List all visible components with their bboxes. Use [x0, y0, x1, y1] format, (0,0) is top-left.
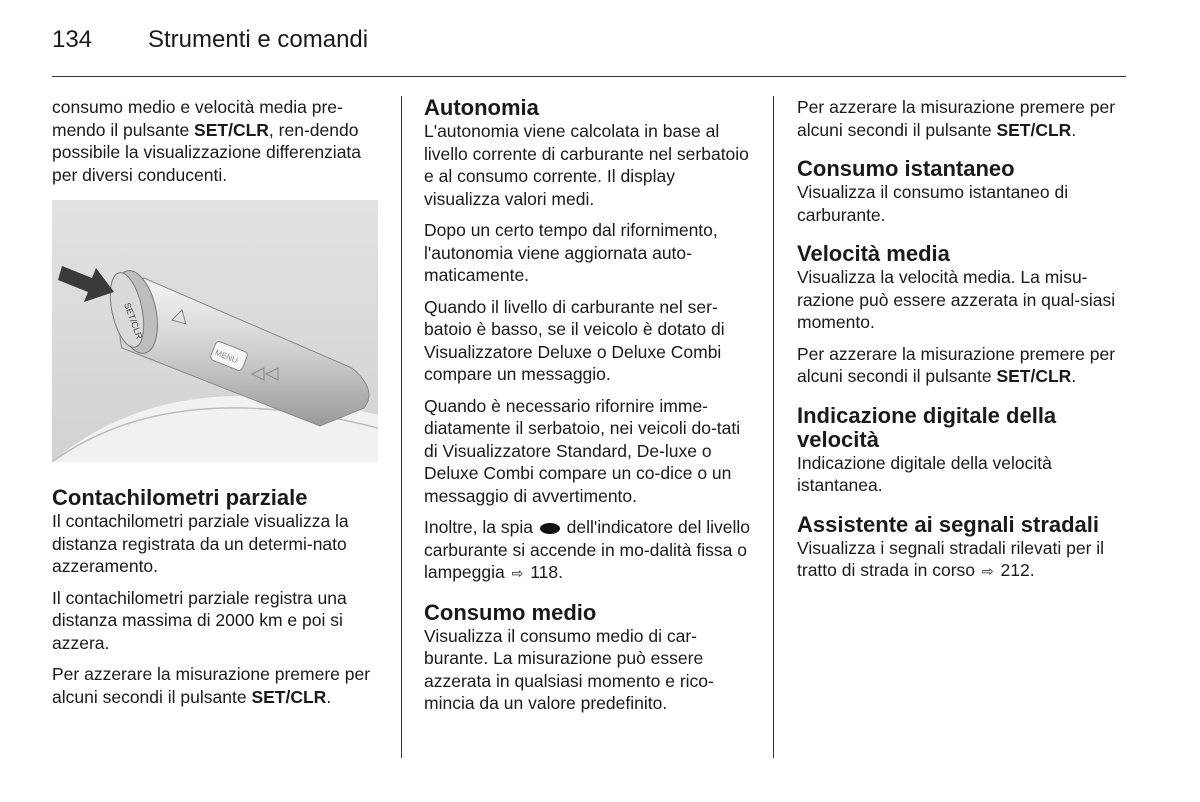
trip-paragraph: Il contachilometri parziale registra una distanza massima di 2000 km e poi si azzera. — [52, 587, 347, 653]
range-paragraph: Quando è necessario rifornire imme-diatamente il serbatoio, nei veicoli do-tati di Visualizzatore Standard, De-luxe o Deluxe Combi compare un co-dice o un messaggio di avvertimento. — [424, 395, 741, 506]
digital-speed-paragraph: Indicazione digitale della velocità istantanea. — [797, 452, 1052, 495]
page-reference[interactable]: 118 — [530, 562, 559, 582]
page-reference[interactable]: 212 — [1000, 560, 1030, 580]
svg-text:MENU: MENU — [213, 347, 239, 366]
intro-paragraph: consumo medio e velocità media pre-mendo il pulsante SET/CLR, ren-dendo possibile la visualizzazione differenziata per diversi conducenti. — [52, 97, 362, 185]
fuel-warning-icon — [540, 523, 560, 534]
header-rule — [52, 76, 1126, 77]
avg-speed-heading: Velocità media — [797, 241, 950, 266]
range-paragraph: Quando il livello di carburante nel ser-batoio è basso, se il veicolo è dotato di Visualizzatore Deluxe o Deluxe Combi compare un messaggio. — [424, 296, 725, 384]
page-reference-icon: ⇨ — [511, 565, 524, 581]
digital-speed-heading: Indicazione digitale della velocità — [797, 402, 1057, 452]
instant-consumption-paragraph: Visualizza il consumo istantaneo di carburante. — [797, 182, 1069, 225]
column-2 — [424, 96, 754, 724]
traffic-sign-paragraph: Visualizza i segnali stradali rilevati per il tratto di strada in corso ⇨ 212. — [797, 537, 1127, 583]
avg-consumption-heading: Consumo medio — [424, 599, 597, 625]
range-heading: Autonomia — [424, 95, 539, 120]
page-number: 134 — [52, 26, 93, 53]
column-divider — [773, 96, 774, 758]
range-paragraph: L'autonomia viene calcolata in base al livello corrente di carburante nel serbatoio e al consumo corrente. Il display visualizza valori medi. — [424, 121, 749, 209]
column-divider — [401, 96, 402, 758]
stalk-illustration — [52, 200, 378, 462]
page-reference-icon: ⇨ — [981, 563, 994, 579]
column-3 — [797, 96, 1127, 592]
trip-reset-paragraph: Per azzerare la misurazione premere per alcuni secondi il pulsante SET/CLR. — [52, 664, 371, 707]
avg-speed-reset-paragraph: Per azzerare la misurazione premere per alcuni secondi il pulsante SET/CLR. — [797, 343, 1116, 386]
instant-consumption-heading: Consumo istantaneo — [797, 156, 1015, 181]
range-paragraph: Inoltre, la spia dell'indicatore del livello carburante si accende in mo-dalità fissa o lampeggia ⇨ 118. — [424, 516, 754, 585]
page-header — [52, 26, 368, 54]
trip-heading: Contachilometri parziale — [52, 485, 308, 510]
traffic-sign-heading: Assistente ai segnali stradali — [797, 511, 1100, 537]
avg-speed-paragraph: Visualizza la velocità media. La misu-razione può essere azzerata in qual-siasi momento. — [797, 267, 1116, 332]
reset-paragraph: Per azzerare la misurazione premere per alcuni secondi il pulsante SET/CLR. — [797, 97, 1116, 140]
svg-text:SET/CLR: SET/CLR — [122, 301, 145, 341]
range-paragraph: Dopo un certo tempo dal rifornimento, l'autonomia viene aggiornata auto-maticamente. — [424, 220, 718, 285]
page-title: Strumenti e comandi — [148, 26, 369, 53]
trip-paragraph: Il contachilometri parziale visualizza la distanza registrata da un determi-nato azzeramento. — [52, 511, 349, 576]
column-1 — [52, 96, 378, 717]
avg-consumption-paragraph: Visualizza il consumo medio di car-burante. La misurazione può essere azzerata in qualsiasi momento e rico-mincia da un valore predefinito. — [424, 625, 714, 713]
